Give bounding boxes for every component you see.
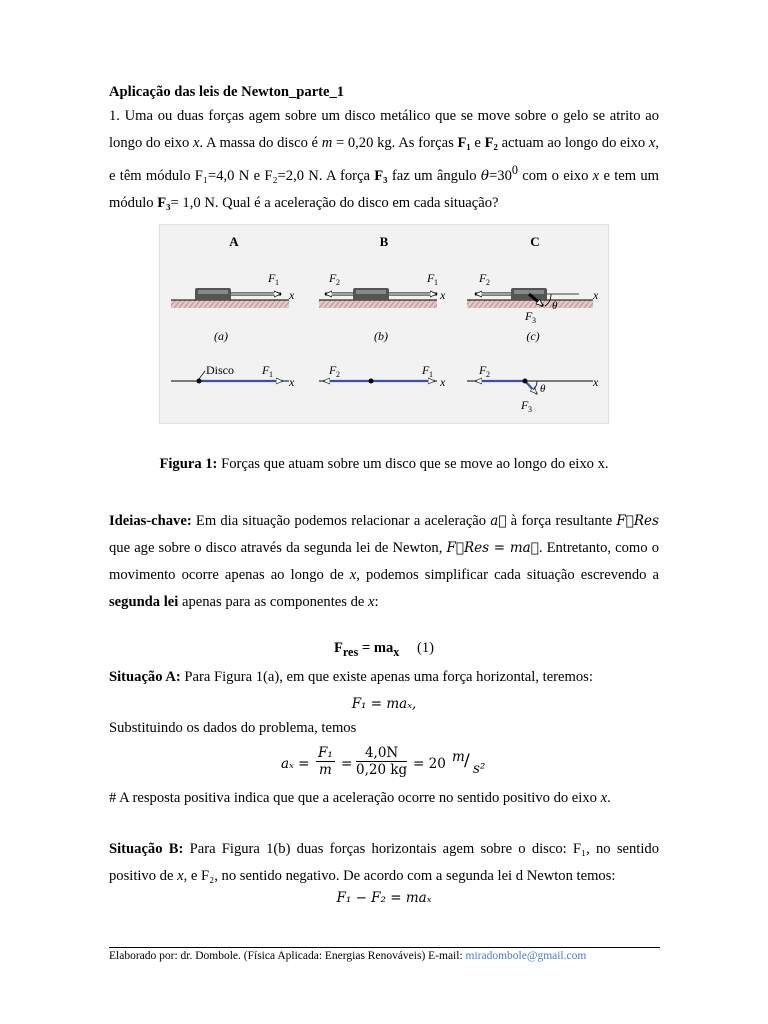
label-f2: F: [329, 363, 337, 377]
footer-email-link[interactable]: miradombole@gmail.com: [465, 950, 587, 962]
text: :: [374, 594, 379, 610]
equation-b: F₁ − F₂ = maₓ: [336, 890, 432, 906]
sub-label-c: (c): [526, 329, 540, 343]
label-sub: 3: [528, 405, 532, 414]
label-f1: F: [422, 363, 430, 377]
var-x: x: [368, 594, 375, 610]
eq-part: aₓ =: [281, 756, 310, 772]
label-f3: F: [521, 398, 529, 412]
label-sub: 2: [336, 370, 340, 379]
var-x: x: [193, 135, 200, 151]
unit-slash: /: [464, 751, 470, 771]
axis-x-label: x: [440, 288, 446, 302]
newton-eq: F⃗Res = ma⃗: [446, 540, 539, 556]
label-f1: F: [268, 271, 276, 285]
eq-part: = 20: [413, 756, 446, 772]
problem-text: faz um ângulo: [391, 167, 477, 184]
problem-statement: 1. Uma ou duas forças agem sobre um disco metálico que se move sobre o gelo se atrito ao longo do eixo x. A massa do disco é m = 0,20 kg. As forças F₁ e F₂ actuam ao longo do eixo x, e têm módulo F₁=4,0 N e F₂=2,0 N. A força F₃ faz um ângulo $\theta=30^0$ com o eixo x e tem um módulo F₃= 1,0 N. Qual é a aceleração do disco em cada situação?: [109, 108, 660, 211]
text: . Entretanto, como o movimento ocorre apenas ao longo de: [109, 540, 659, 583]
label-f2: F: [479, 363, 487, 377]
text: , podemos simplificar cada situação escrevendo a: [356, 567, 659, 583]
equation-ax: [109, 745, 659, 781]
eq-part: =: [358, 640, 374, 656]
caption-text: Forças que atuam sobre um disco que se move ao longo do eixo x.: [221, 456, 609, 472]
situation-a-label: Situação A:: [109, 669, 181, 685]
var-m: m: [321, 135, 333, 151]
fraction: [316, 745, 335, 778]
denominator: 0,20 kg: [356, 762, 408, 778]
problem-text: =30: [489, 167, 512, 184]
axis-x-label: x: [593, 288, 599, 302]
eq-sub: x: [393, 644, 400, 659]
label-f1: F: [262, 363, 270, 377]
axis-x-label: x: [289, 288, 295, 302]
page-title: Aplicação das leis de Newton_parte_1: [109, 84, 345, 100]
bold-text: segunda lei: [109, 594, 179, 610]
label-theta: θ: [540, 383, 546, 395]
label-f3: F: [525, 309, 533, 323]
eq-sub: res: [342, 644, 359, 659]
text: à força resultante: [510, 513, 613, 529]
text: # A resposta positiva indica que que a aceleração ocorre no sentido positivo do eixo: [109, 790, 597, 806]
label-f2: F: [479, 271, 487, 285]
footer-text: Elaborado por: dr. Dombole. (Física Aplicada: Energias Renováveis) E-mail:: [109, 950, 463, 962]
force-f3: F₃: [157, 194, 171, 211]
equation-a: F₁ = maₓ,: [351, 696, 417, 712]
eq-part: ma: [373, 640, 394, 656]
panel-label-c: C: [530, 234, 540, 249]
problem-text: A massa do disco é: [206, 135, 319, 151]
sub-label-b: (b): [374, 329, 388, 343]
note-a: [109, 790, 611, 807]
text: , e F₂, no sentido negativo. De acordo com a segunda lei d Newton temos:: [183, 868, 616, 884]
text: Para Figura 1(b) duas forças horizontais agem sobre o disco: F₁, no sentido positivo de: [109, 841, 660, 884]
axis-x-label: x: [593, 375, 599, 389]
situation-b: [109, 836, 659, 890]
denominator: m: [318, 762, 332, 778]
panel-label-a: A: [229, 234, 239, 249]
problem-text: Uma ou duas forças agem sobre um disco metálico que se move sobre o gelo se atrito ao longo do eixo: [109, 108, 659, 151]
var-x: x: [592, 167, 600, 184]
caption-label: Figura 1:: [159, 456, 218, 472]
label-sub: 1: [275, 278, 279, 287]
force-f3: F₃: [374, 167, 388, 184]
label-theta: θ: [552, 300, 558, 312]
vector-fres: F⃗Res: [616, 513, 659, 529]
label-f1: F: [427, 271, 435, 285]
fraction: [356, 745, 407, 778]
problem-text: com o eixo: [522, 167, 589, 184]
problem-text: = 1,0 N. Qual é a aceleração do disco em cada situação?: [170, 194, 499, 211]
problem-text: e: [474, 135, 481, 151]
numerator: 4,0N: [356, 745, 407, 762]
problem-text: = 0,20 kg. As forças: [335, 135, 454, 151]
text: que age sobre o disco através da segunda lei de Newton,: [109, 540, 443, 556]
panel-label-b: B: [379, 234, 389, 249]
axis-x-label: x: [440, 375, 446, 389]
label-disco: Disco: [206, 363, 234, 377]
problem-text: e tem um módulo: [109, 167, 660, 211]
substitution-text: Substituindo os dados do problema, temos: [109, 720, 357, 736]
situation-b-label: Situação B:: [109, 841, 184, 857]
text: Para Figura 1(a), em que existe apenas uma força horizontal, teremos:: [184, 669, 593, 685]
label-sub: 3: [532, 316, 536, 325]
degree-sup: 0: [511, 163, 518, 177]
var-x: x: [177, 868, 184, 884]
figure-caption: [109, 456, 659, 473]
label-f2: F: [329, 271, 337, 285]
footer-divider: [109, 947, 660, 948]
unit-den: s²: [473, 761, 486, 777]
document-page: [109, 0, 659, 1024]
key-ideas: [109, 508, 659, 616]
var-theta: θ: [480, 167, 490, 184]
var-x: x: [600, 790, 608, 806]
situation-a: [109, 664, 659, 691]
var-x: x: [349, 567, 357, 583]
eq-part: F: [333, 640, 343, 656]
figure-1: [159, 224, 609, 424]
unit-num: m: [452, 749, 465, 765]
force-f2: F₂: [484, 135, 498, 151]
axis-x-label: x: [289, 375, 295, 389]
label-sub: 1: [434, 278, 438, 287]
sub-label-a: (a): [214, 329, 228, 343]
label-sub: 1: [429, 370, 433, 379]
force-f1: F₁: [457, 135, 471, 151]
label-sub: 2: [486, 370, 490, 379]
equation-1: [109, 640, 659, 660]
footer: [109, 950, 669, 962]
text: Em dia situação podemos relacionar a aceleração: [195, 513, 487, 529]
var-x: x: [648, 135, 656, 151]
vector-a: a⃗: [490, 513, 507, 529]
label-sub: 2: [486, 278, 490, 287]
eq-part: =: [341, 756, 353, 772]
label-sub: 2: [336, 278, 340, 287]
problem-text: actuam ao longo do eixo: [501, 135, 646, 151]
text: .: [607, 790, 611, 806]
problem-number: 1.: [109, 108, 120, 124]
numerator: F₁: [318, 745, 333, 761]
problem-text: , e têm módulo F₁=4,0 N e F₂=2,0 N. A força: [109, 135, 659, 184]
key-ideas-label: Ideias-chave:: [109, 513, 192, 529]
text: apenas para as componentes de: [182, 594, 365, 610]
equation-number: (1): [417, 640, 435, 656]
label-sub: 1: [269, 370, 273, 379]
